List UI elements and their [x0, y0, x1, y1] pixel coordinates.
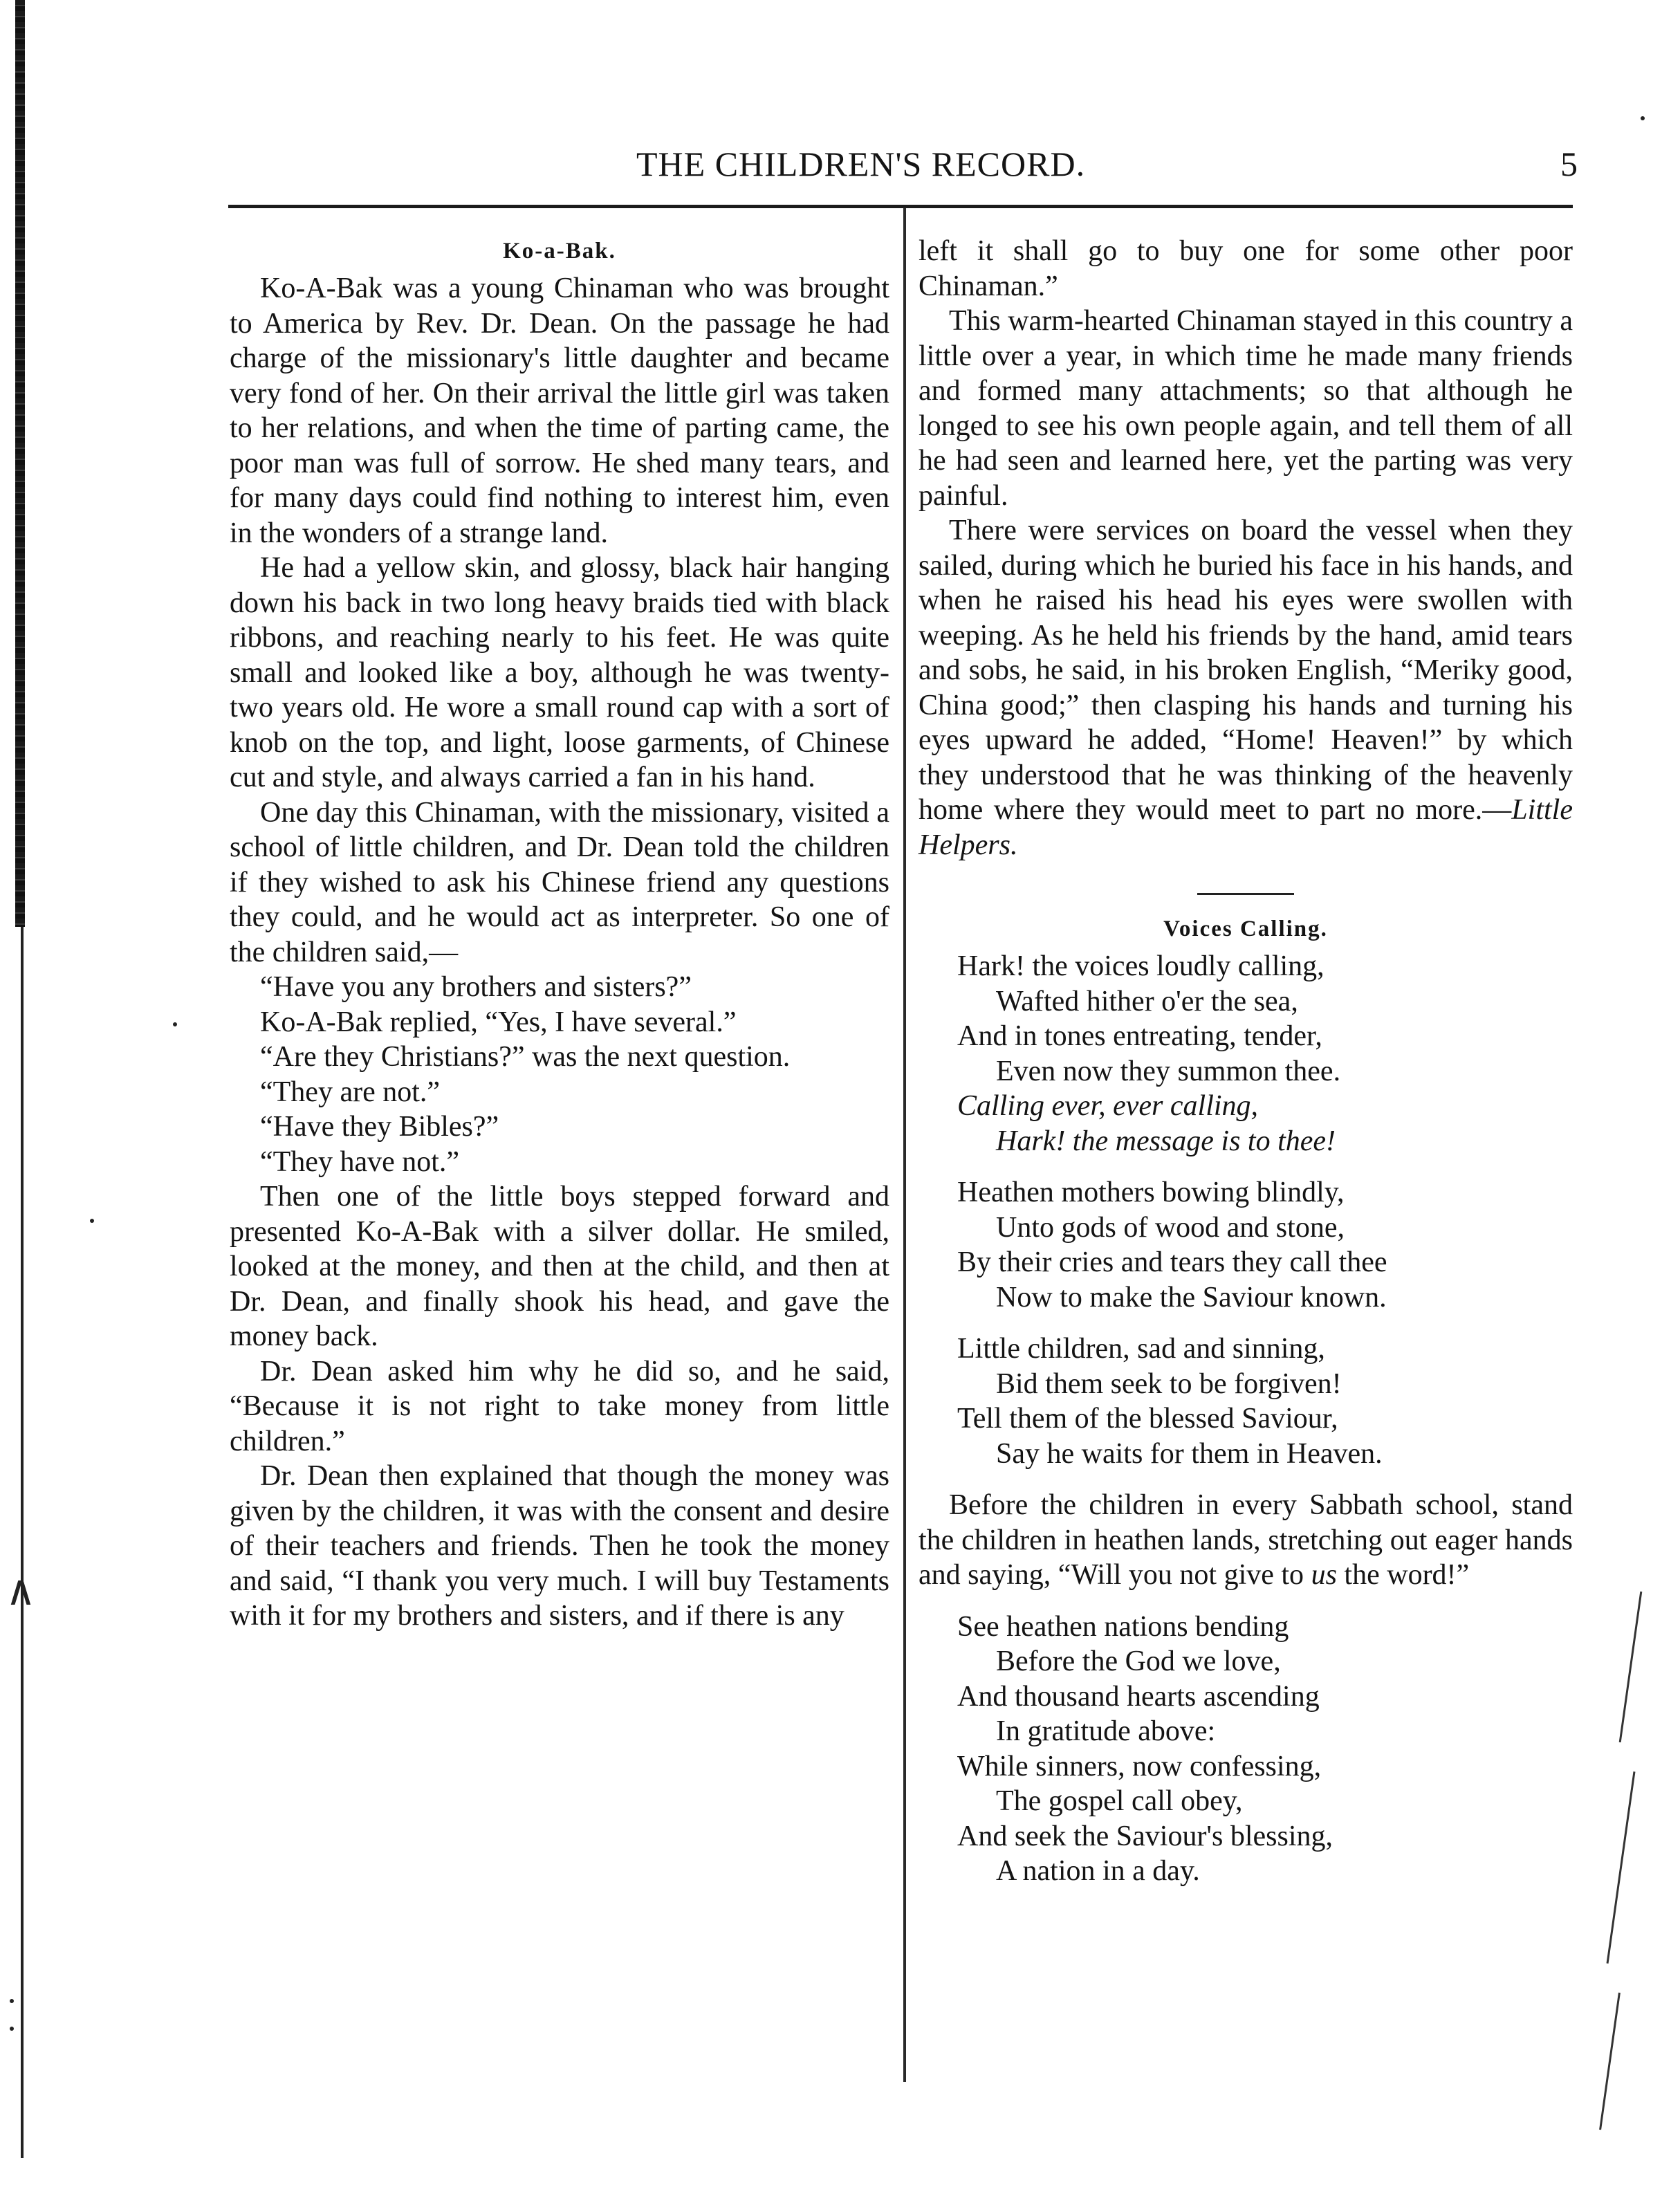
scan-pencil-mark — [1599, 1993, 1621, 2130]
interlude-emphasis: us — [1311, 1559, 1337, 1591]
article-paragraph: “Have you any brothers and sisters?” — [260, 971, 692, 1003]
article-paragraph — [919, 513, 1573, 863]
article-paragraph: “Have they Bibles?” — [260, 1111, 499, 1143]
scan-pencil-mark — [1619, 1592, 1643, 1742]
article-paragraph: “Are they Christians?” was the next question. — [260, 1041, 791, 1073]
section-divider — [1197, 893, 1294, 895]
poem-line: A nation in a day. — [996, 1855, 1200, 1887]
interlude-text: Before the children in every Sabbath school, stand the children in heathen lands, stretching out eager hands and saying, “Will you not give to — [919, 1489, 1573, 1591]
poem-line: And in tones entreating, tender, — [957, 1020, 1322, 1052]
article-paragraph: Dr. Dean then explained that though the money was given by the children, it was with the consent and desire of their teachers and friends. Then he took the money and said, “I thank you very much. I will buy Testaments with it for my brothers and sisters, and if there is any — [230, 1460, 889, 1632]
scan-binding-mark: ∧ — [6, 1567, 36, 1615]
header-rule — [228, 205, 1573, 208]
poem-line: The gospel call obey, — [996, 1785, 1243, 1817]
page-number: 5 — [1560, 145, 1578, 183]
poem-refrain-line: Hark! the message is to thee! — [996, 1125, 1336, 1157]
article-paragraph: “They have not.” — [260, 1145, 460, 1178]
poem-line: While sinners, now confessing, — [957, 1750, 1322, 1782]
article-heading: Ko-a-Bak. — [503, 239, 616, 264]
running-title: THE CHILDREN'S RECORD. — [636, 145, 1086, 183]
left-column — [230, 234, 889, 1634]
poem-stanza — [919, 1175, 1573, 1315]
poem-line: Heathen mothers bowing blindly, — [957, 1177, 1345, 1208]
poem-line: Wafted hither o'er the sea, — [996, 985, 1298, 1017]
article-paragraph: He had a yellow skin, and glossy, black hair hanging down his back in two long heavy braids tied with black ribbons, and reaching nearly to his feet. He was quite small and looked like a boy, although he was twenty-two years old. He wore a small round cap with a sort of knob on the top, and light, loose garments, of Chinese cut and style, and always carried a fan in his hand. — [230, 552, 889, 793]
poem-line: Bid them seek to be forgiven! — [996, 1367, 1342, 1400]
poem-line: By their cries and tears they call thee — [957, 1246, 1387, 1278]
poem-line: Little children, sad and sinning, — [957, 1333, 1325, 1365]
article-paragraph: Ko-A-Bak was a young Chinaman who was brought to America by Rev. Dr. Dean. On the passage he had charge of the missionary's little daughter and became very fond of her. On their arrival the little girl was taken to her relations, and when the time of parting came, the poor man was full of sorrow. He shed many tears, and for many days could find nothing to interest him, even in the wonders of a strange land. — [230, 273, 889, 549]
interlude-text-end: the word!” — [1336, 1559, 1470, 1591]
scan-binding-edge — [15, 0, 25, 927]
poem-line: Unto gods of wood and stone, — [996, 1211, 1345, 1244]
poem-line: And seek the Saviour's blessing, — [957, 1820, 1333, 1852]
article-paragraph: One day this Chinaman, with the missionary, visited a school of little children, and Dr. Dean told the children if they wished to ask his Chinese friend any questions they could, and he would act as interpreter. So one of the children said,— — [230, 796, 889, 968]
scan-speck — [10, 2027, 14, 2031]
poem-heading: Voices Calling. — [1163, 916, 1328, 941]
poem-line: Now to make the Saviour known. — [996, 1281, 1387, 1313]
poem-line: Say he waits for them in Heaven. — [996, 1437, 1383, 1470]
article-paragraph: This warm-hearted Chinaman stayed in this country a little over a year, in which time he made many friends and formed many attachments; so that although he longed to see his own people again, and tell them of all he had seen and learned here, yet the parting was very painful. — [919, 305, 1573, 512]
poem-line: And thousand hearts ascending — [957, 1680, 1320, 1713]
scan-speck — [10, 1999, 14, 2003]
article-paragraph: Ko-A-Bak replied, “Yes, I have several.” — [260, 1006, 737, 1038]
article-paragraph-text: There were services on board the vessel when they sailed, during which he buried his face in his hands, and when he raised his head his eyes were swollen with weeping. As he held his friends by the hand, amid tears and sobs, he said, in his broken English, “Meriky good, China good;” then clasping his hands and turning his eyes upward he added, “Home! Heaven!” by which they understood that he was thinking of the heavenly home where they would meet to part no more.— — [919, 515, 1573, 826]
poem-stanza — [919, 949, 1573, 1159]
poem-line: Tell them of the blessed Saviour, — [957, 1403, 1338, 1435]
poem-line: Even now they summon thee. — [996, 1055, 1341, 1087]
article-paragraph: Then one of the little boys stepped forward and presented Ko-A-Bak with a silver dollar. He smiled, looked at the money, and then at the child, and then at Dr. Dean, and finally shook his head, and gave the money back. — [230, 1181, 889, 1352]
article-paragraph: Dr. Dean asked him why he did so, and he said, “Because it is not right to take money from little children.” — [230, 1355, 889, 1457]
poem-line: Before the God we love, — [996, 1645, 1281, 1677]
poem-line: In gratitude above: — [996, 1715, 1216, 1747]
column-rule — [903, 208, 906, 2082]
poem-interlude — [919, 1488, 1573, 1593]
poem-line: See heathen nations bending — [957, 1610, 1289, 1643]
scan-speck — [90, 1219, 94, 1223]
right-column — [919, 234, 1573, 1889]
article-paragraph: “They are not.” — [260, 1076, 441, 1108]
poem-line: Hark! the voices loudly calling, — [957, 950, 1324, 982]
article-continuation: left it shall go to buy one for some other poor Chinaman.” — [919, 235, 1573, 302]
poem-stanza — [919, 1610, 1573, 1889]
running-head — [636, 144, 1591, 188]
scan-pencil-mark — [1607, 1771, 1636, 1964]
attribution: Little Helpers. — [919, 794, 1573, 861]
scan-margin-line — [21, 927, 24, 2158]
scan-speck — [173, 1022, 177, 1026]
scan-speck — [1641, 116, 1645, 120]
poem-refrain-line: Calling ever, ever calling, — [957, 1090, 1259, 1122]
poem-stanza — [919, 1331, 1573, 1471]
